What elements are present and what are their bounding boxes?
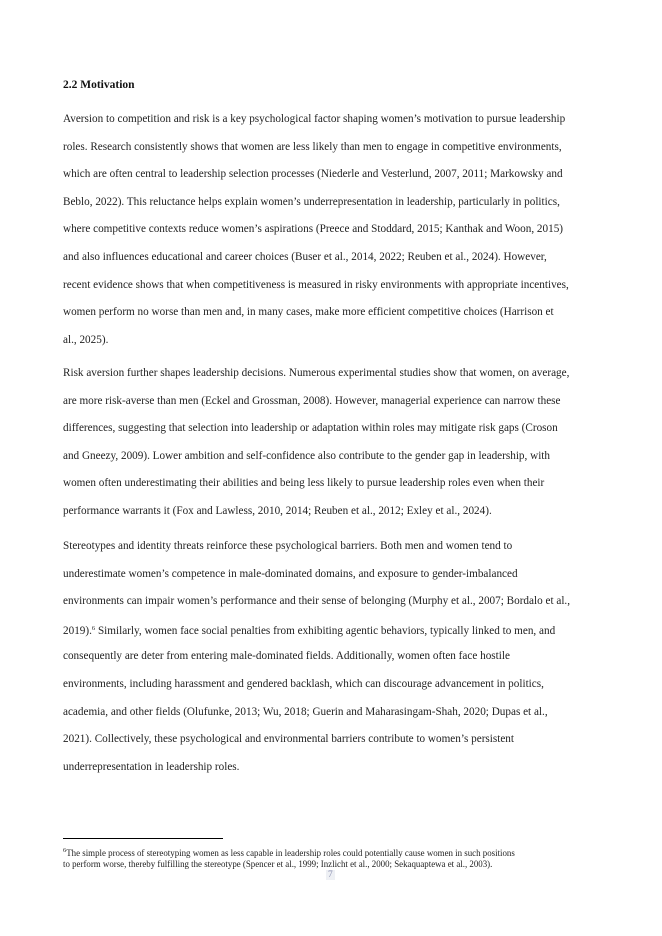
- footnote: [63, 845, 608, 870]
- footnote-divider: [63, 838, 223, 839]
- text-line: 2021). Collectively, these psychological and environmental barriers contribute to women’s persistent: [63, 733, 515, 746]
- text-segment: 2019).: [63, 624, 92, 637]
- footnote-text: The simple process of stereotyping women as less capable in leadership roles could potentially cause women in such positions: [66, 848, 515, 858]
- text-line: underrepresentation in leadership roles.: [63, 760, 240, 773]
- text-line: academia, and other fields (Olufunke, 2013; Wu, 2018; Guerin and Maharasingam-Shah, 2020; Dupas et al.,: [63, 705, 548, 718]
- text-line: [63, 622, 603, 650]
- text-line: al., 2025).: [63, 333, 109, 346]
- text-line: women often underestimating their abilities and being less likely to pursue leadership roles even when their: [63, 477, 545, 490]
- section-heading: 2.2 Motivation: [63, 79, 135, 91]
- text-line: Beblo, 2022). This reluctance helps explain women’s underrepresentation in leadership, particularly in politics,: [63, 195, 560, 208]
- paragraph-stereotypes: [63, 539, 603, 787]
- footnote-line: [63, 845, 608, 859]
- paragraph-competition: [63, 112, 603, 360]
- text-line: Aversion to competition and risk is a key psychological factor shaping women’s motivation to pursue leadership: [63, 113, 566, 125]
- page-number: 7: [328, 870, 333, 880]
- text-line: underestimate women’s competence in male-dominated domains, and exposure to gender-imbalanced: [63, 567, 518, 580]
- text-line: environments, including harassment and gendered backlash, which can discourage advancement in politics,: [63, 677, 544, 690]
- text-segment: Similarly, women face social penalties from exhibiting agentic behaviors, typically linked to men, and: [95, 624, 556, 637]
- footnote-number: 6: [63, 847, 67, 854]
- text-line: Stereotypes and identity threats reinforce these psychological barriers. Both men and women tend to: [63, 540, 513, 552]
- text-line: and also influences educational and career choices (Buser et al., 2014, 2022; Reuben et al., 2024). However,: [63, 250, 547, 263]
- text-line: roles. Research consistently shows that women are less likely than men to engage in competitive environments,: [63, 140, 562, 153]
- text-line: Risk aversion further shapes leadership decisions. Numerous experimental studies show that women, on average,: [63, 367, 570, 379]
- footnote-reference[interactable]: 6: [91, 624, 96, 632]
- text-line: women perform no worse than men and, in many cases, make more efficient competitive choices (Harrison et: [63, 306, 554, 319]
- footnote-line: to perform worse, thereby fulfilling the stereotype (Spencer et al., 1999; Inzlicht et al., 2000; Sekaquaptewa et al., 2003).: [63, 859, 493, 869]
- text-line: performance warrants it (Fox and Lawless, 2010, 2014; Reuben et al., 2012; Exley et al., 2024).: [63, 504, 492, 517]
- text-line: where competitive contexts reduce women’s aspirations (Preece and Stoddard, 2015; Kanthak and Woon, 2015): [63, 223, 564, 236]
- paragraph-risk-aversion: [63, 366, 603, 532]
- text-line: recent evidence shows that when competitiveness is measured in risky environments with appropriate incentives,: [63, 278, 569, 291]
- text-line: differences, suggesting that selection into leadership or adaptation within roles may mitigate risk gaps (Croson: [63, 422, 558, 435]
- text-line: are more risk-averse than men (Eckel and Grossman, 2008). However, managerial experience can narrow these: [63, 394, 561, 407]
- text-line: consequently are deter from entering male-dominated fields. Additionally, women often face hostile: [63, 650, 510, 663]
- text-line: which are often central to leadership selection processes (Niederle and Vesterlund, 2007, 2011; Markowsky and: [63, 168, 563, 181]
- text-line: environments can impair women’s performance and their sense of belonging (Murphy et al., 2007; Bordalo et al.,: [63, 595, 571, 608]
- text-line: and Gneezy, 2009). Lower ambition and self-confidence also contribute to the gender gap in leadership, with: [63, 449, 551, 462]
